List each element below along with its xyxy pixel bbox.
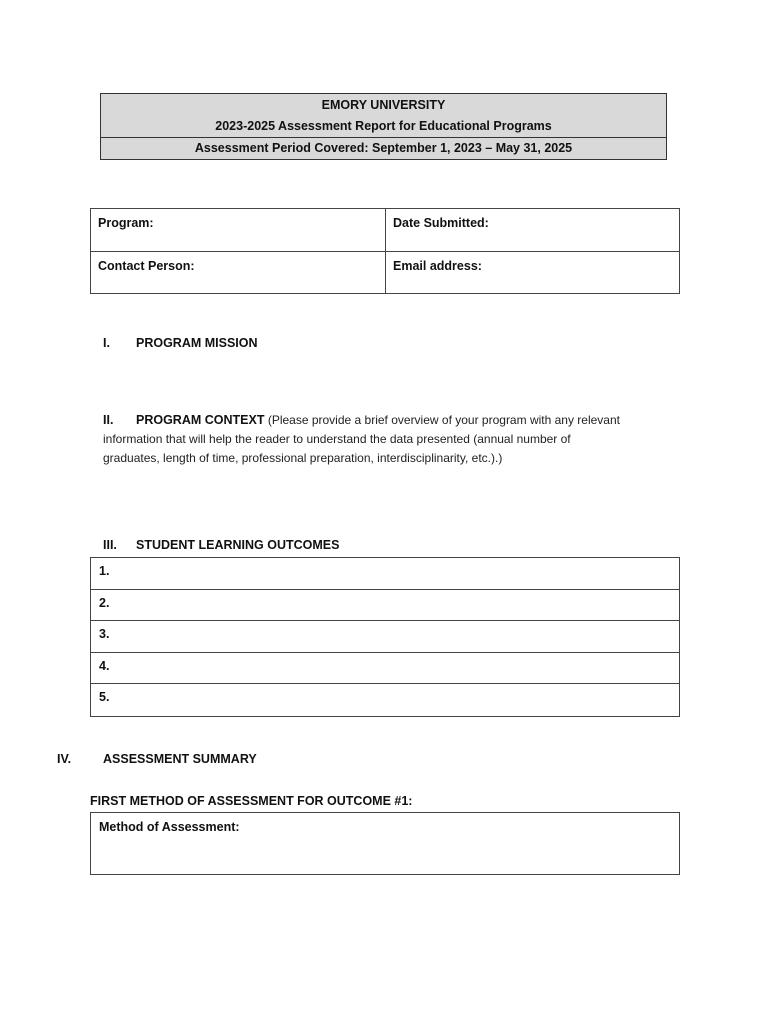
contact-person-field[interactable] [91,252,385,294]
outcome-number: 1. [99,564,110,578]
date-submitted-field[interactable] [386,209,680,251]
program-field[interactable] [91,209,385,251]
section-numeral: IV. [57,752,72,766]
program-info-table [90,208,680,294]
report-header [100,93,667,160]
context-instructions-line3: graduates, length of time, professional preparation, interdisciplinarity, etc.).) [103,451,503,465]
section-title: PROGRAM CONTEXT [136,413,265,427]
outcome-number: 3. [99,627,110,641]
university-name: EMORY UNIVERSITY [321,98,446,112]
outcome-row[interactable] [91,653,679,685]
program-label: Program: [98,216,154,230]
section-program-mission [103,336,258,350]
header-title-block [101,94,666,138]
outcome-row[interactable] [91,590,679,622]
email-address-label: Email address: [393,259,482,273]
first-method-heading: FIRST METHOD OF ASSESSMENT FOR OUTCOME #1: [90,794,413,808]
section-numeral: II. [103,413,114,427]
context-instructions-line2: information that will help the reader to understand the data presented (annual number of [103,432,571,446]
section-student-learning-outcomes [103,538,339,552]
outcome-row[interactable] [91,684,679,716]
section-title: PROGRAM MISSION [136,336,258,350]
email-address-field[interactable] [386,252,680,294]
section-program-context [103,411,683,468]
report-title: 2023-2025 Assessment Report for Educational Programs [215,119,552,133]
method-of-assessment-field[interactable] [90,812,680,875]
section-title: ASSESSMENT SUMMARY [103,752,257,766]
outcome-number: 4. [99,658,110,673]
context-instructions-line1: (Please provide a brief overview of your program with any relevant [264,413,620,427]
assessment-period: Assessment Period Covered: September 1, 2023 – May 31, 2025 [194,141,573,155]
section-title: STUDENT LEARNING OUTCOMES [136,538,340,552]
outcome-number: 2. [99,595,110,610]
date-submitted-label: Date Submitted: [393,216,489,230]
section-numeral: I. [103,336,110,350]
method-of-assessment-label: Method of Assessment: [99,820,240,834]
outcome-row[interactable] [91,621,679,653]
section-assessment-summary [57,752,257,766]
section-numeral: III. [103,538,117,552]
outcome-number: 5. [99,690,110,704]
outcome-row[interactable] [91,558,679,590]
contact-person-label: Contact Person: [98,259,195,273]
outcomes-table [90,557,680,717]
